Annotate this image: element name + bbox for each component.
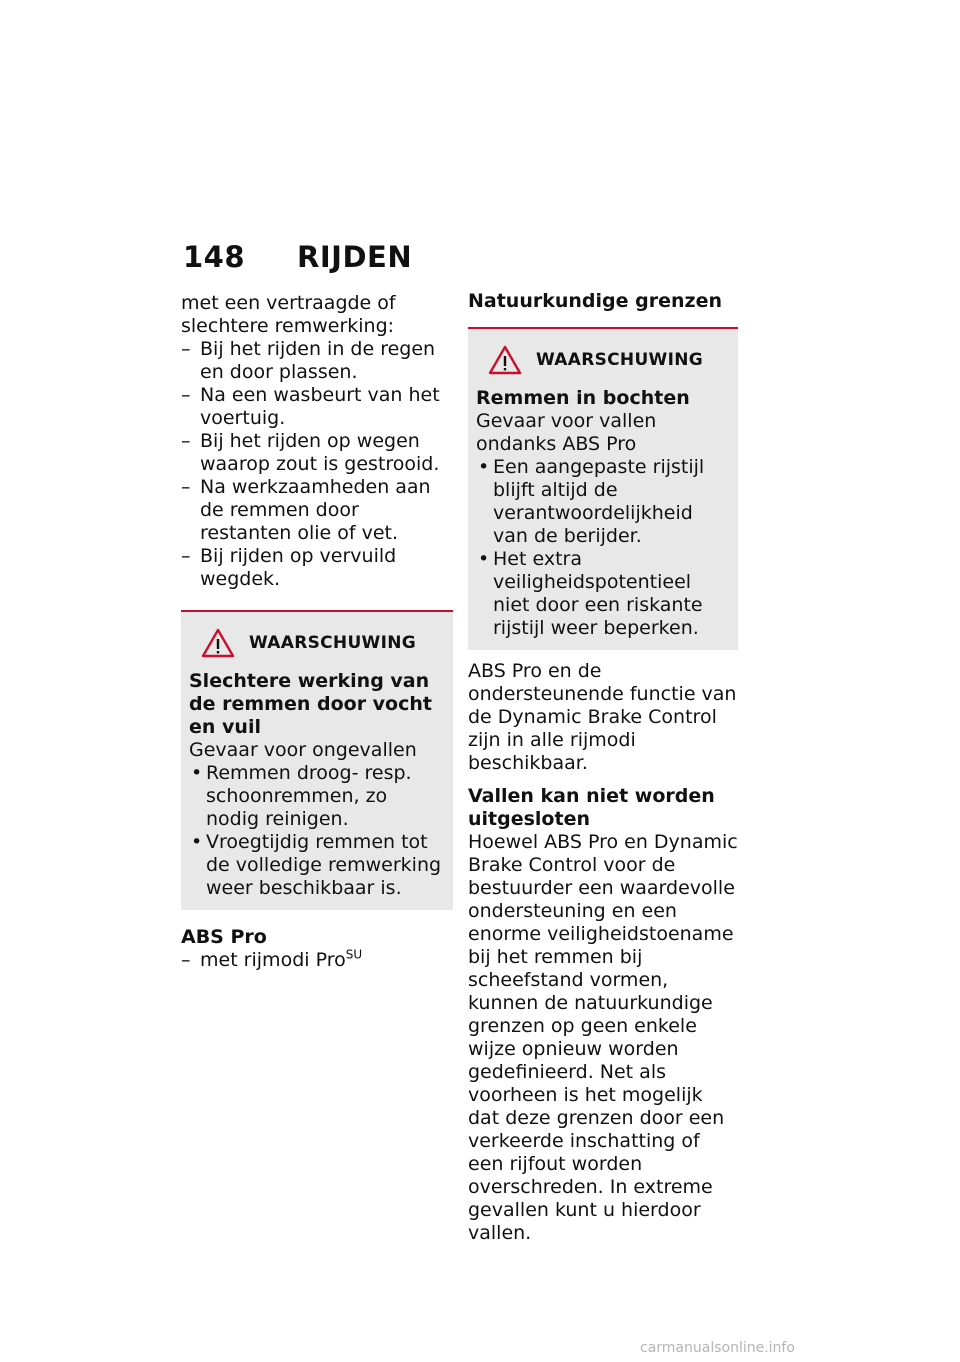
intro-text: met een vertraagde of slechtere remwerking: <box>181 292 396 337</box>
list-item: – met rijmodi Pro$^{SU}$ <box>181 949 453 972</box>
list-item: – Na werkzaamheden aan de remmen door restanten olie of vet. <box>181 476 453 545</box>
left-column <box>181 292 453 972</box>
body-paragraph: ABS Pro en de ondersteunende functie van de Dynamic Brake Control zijn in alle rijmodi beschikbaar. <box>468 660 737 774</box>
superscript-su: SU <box>345 947 363 962</box>
warning-heading: Remmen in bochten <box>476 387 690 409</box>
abs-pro-list <box>181 949 453 972</box>
chapter-title: RIJDEN <box>297 240 413 274</box>
warning-heading: Slechtere werking van de remmen door vocht en vuil <box>189 670 432 738</box>
warning-triangle-icon <box>488 345 522 375</box>
warning-hazard: Gevaar voor ongevallen <box>189 739 417 761</box>
page-header <box>183 240 412 274</box>
warning-header <box>476 345 730 375</box>
warning-header <box>189 628 445 658</box>
warning-box-moisture <box>181 610 453 910</box>
subheading: Vallen kan niet worden uitgesloten <box>468 785 715 830</box>
list-item: • Een aangepaste rijstijl blijft altijd de verantwoordelijkheid van de berijder. <box>476 456 730 548</box>
list-item: – Na een wasbeurt van het voertuig. <box>181 384 453 430</box>
warning-label: WAARSCHUWING <box>536 349 704 370</box>
right-column <box>468 290 738 1245</box>
list-item: – Bij het rijden in de regen en door plassen. <box>181 338 453 384</box>
warning-instructions <box>189 762 445 900</box>
condition-list <box>181 338 453 591</box>
warning-triangle-icon <box>201 628 235 658</box>
section-title: Natuurkundige grenzen <box>468 290 722 312</box>
warning-label: WAARSCHUWING <box>249 632 417 653</box>
warning-instructions <box>476 456 730 640</box>
warning-box-cornering <box>468 327 738 650</box>
warning-hazard: Gevaar voor vallen ondanks ABS Pro <box>476 410 657 455</box>
list-item: • Vroegtijdig remmen tot de volledige remwerking weer beschikbaar is. <box>189 831 445 900</box>
list-item: • Het extra veiligheidspotentieel niet door een riskante rijstijl weer beperken. <box>476 548 730 640</box>
abs-pro-title: ABS Pro <box>181 926 267 948</box>
page-number: 148 <box>183 240 246 274</box>
body-paragraph: Hoewel ABS Pro en Dynamic Brake Control voor de bestuurder een waardevolle ondersteuning en een enorme veiligheidstoename bij het remmen bij scheefstand vormen, kunnen de natuurkundige grenzen op geen enkele wijze opnieuw worden gedefinieerd. Net als voorheen is het mogelijk dat deze grenzen door een verkeerde inschatting of een rijfout worden overschreden. In extreme gevallen kunt u hierdoor vallen. <box>468 831 738 1244</box>
list-item: – Bij rijden op vervuild wegdek. <box>181 545 453 591</box>
list-item: – Bij het rijden op wegen waarop zout is gestrooid. <box>181 430 453 476</box>
watermark: carmanualsonline.info <box>640 1340 795 1356</box>
list-item: • Remmen droog- resp. schoonremmen, zo nodig reinigen. <box>189 762 445 831</box>
